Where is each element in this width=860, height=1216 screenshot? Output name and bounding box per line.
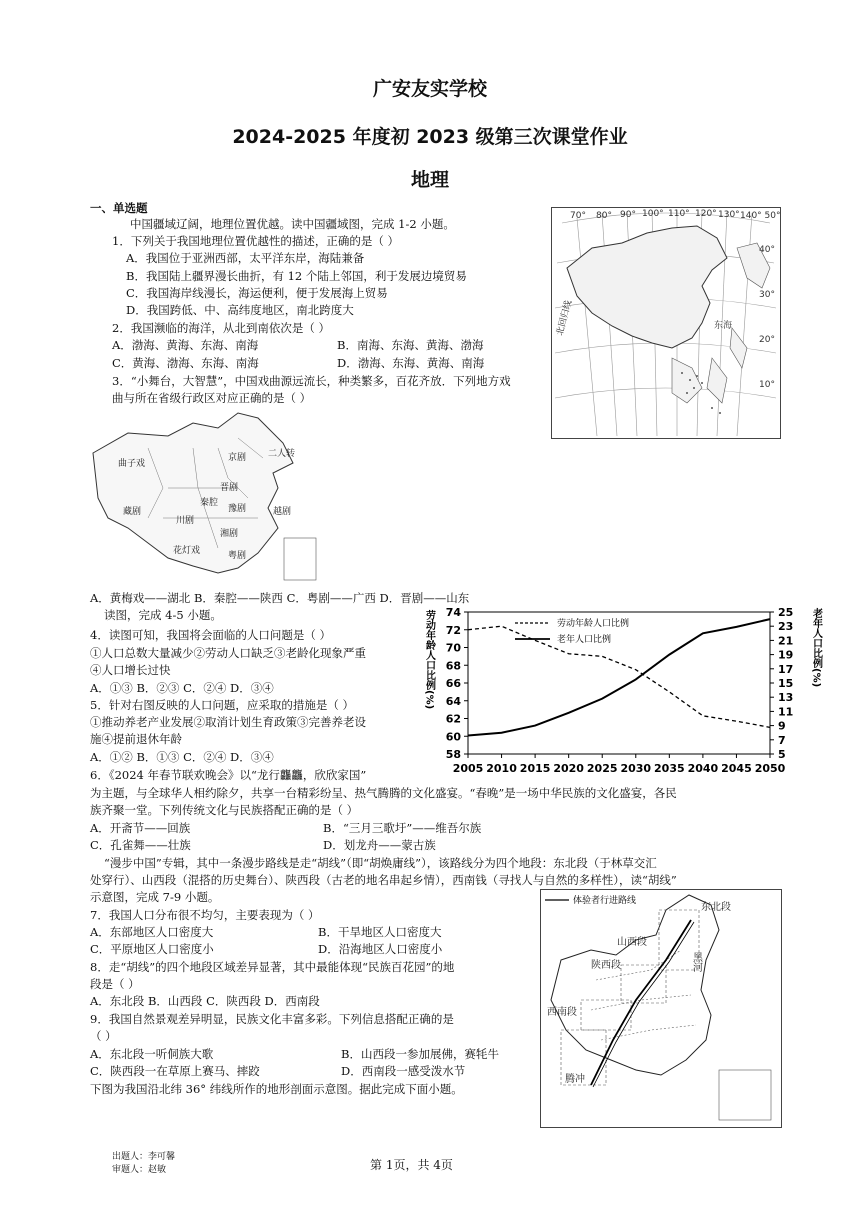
- tropic-label: 北回归线: [555, 299, 575, 337]
- y-right-tick-label: 7: [778, 733, 786, 747]
- y-left-tick-label: 58: [445, 748, 461, 761]
- x-tick-label: 2025: [586, 762, 618, 775]
- x-tick-label: 2010: [486, 762, 517, 775]
- q7-option-b: B．干旱地区人口密度大: [318, 925, 442, 939]
- y-right-tick-label: 9: [778, 719, 786, 733]
- lon-label: 70°: [570, 211, 586, 221]
- y-left-tick-label: 68: [445, 659, 461, 673]
- opera-label: 曲子戏: [118, 459, 146, 469]
- question-8-line2: 段是（ ）: [90, 977, 140, 991]
- q1-option-b: B．我国陆上疆界漫长曲折，有 12 个陆上邻国，利于发展边境贸易: [126, 269, 467, 283]
- opera-label: 湘剧: [220, 529, 239, 539]
- opera-label: 秦腔: [200, 498, 219, 508]
- page-number: 第 1页，共 4页: [370, 1158, 453, 1172]
- lon-label: 130°: [718, 210, 740, 220]
- q2-option-a: A．渤海、黄海、东海、南海: [112, 338, 259, 352]
- y-right-tick-label: 25: [778, 606, 794, 619]
- x-tick-label: 2015: [519, 762, 551, 775]
- author-credit: 出题人：李可馨: [112, 1152, 176, 1162]
- reviewer-credit: 审题人：赵敏: [112, 1165, 167, 1175]
- opera-label: 豫剧: [228, 504, 247, 514]
- opera-label: 二人转: [268, 449, 296, 459]
- y-right-tick-label: 23: [778, 620, 794, 634]
- q5-statements-1: ①推动养老产业发展②取消计划生育政策③完善养老设: [90, 715, 366, 729]
- opera-label: 川剧: [176, 516, 195, 526]
- q5-options: A．①② B．①③ C．②④ D．③④: [90, 750, 274, 764]
- opera-label: 粤剧: [228, 551, 247, 561]
- elderly-line: [468, 619, 770, 735]
- question-4: 4．读图可知，我国将会面临的人口问题是（ ）: [90, 628, 331, 642]
- y-right-tick-label: 5: [778, 748, 786, 761]
- intro-7-9-line1: “漫步中国”专辑，其中一条漫步路线是走“胡线”（即“胡焕庸线”），该路线分为四个地段：东北段（于林草交汇: [104, 856, 657, 870]
- q9-option-c: C．陕西段一在草原上赛马、摔跤: [90, 1064, 260, 1078]
- legend-elderly: 老年人口比例: [557, 635, 612, 645]
- q2-option-d: D．渤海、东海、黄海、南海: [337, 356, 485, 370]
- y-left-tick-label: 64: [445, 694, 461, 708]
- working-age-line: [468, 626, 770, 727]
- lon-label: 120°: [695, 209, 717, 219]
- x-tick-label: 2030: [620, 762, 652, 775]
- q6-option-b: B．“三月三歌圩”——维吾尔族: [323, 821, 482, 835]
- question-6-line2: 为主题，与全球华人相约除夕，共享一台精彩纷呈、热气腾腾的文化盛宴。“春晚”是一场中华民族的文化盛宴，各民: [90, 786, 677, 800]
- q1-option-a: A．我国位于亚洲西部，太平洋东岸，海陆兼备: [126, 251, 365, 265]
- q9-option-a: A．东北段一听侗族大歌: [90, 1047, 214, 1061]
- y-left-label: 劳动年龄人口比例(%): [423, 610, 435, 710]
- lon-label: 100°: [642, 209, 664, 219]
- q6-option-d: D．划龙舟——蒙古族: [323, 838, 436, 852]
- y-right-tick-label: 19: [778, 648, 794, 662]
- q2-option-c: C．黄海、渤海、东海、南海: [112, 356, 259, 370]
- section-title: 一、单选题: [90, 201, 148, 215]
- opera-label: 越剧: [273, 507, 292, 517]
- y-right-tick-label: 11: [778, 705, 794, 719]
- y-right-tick-label: 13: [778, 691, 794, 705]
- q8-options: A．东北段 B．山西段 C．陕西段 D．西南段: [90, 994, 320, 1008]
- q1-option-d: D．我国跨低、中、高纬度地区，南北跨度大: [126, 303, 354, 317]
- intro-next: 下图为我国沿北纬 36° 纬线所作的地形剖面示意图。据此完成下面小题。: [90, 1082, 463, 1096]
- question-9-line2: （ ）: [90, 1029, 117, 1043]
- hu-line-map: [540, 889, 782, 1128]
- y-left-tick-label: 66: [445, 677, 461, 690]
- q9-option-b: B．山西段一参加展佛，赛牦牛: [341, 1047, 499, 1061]
- legend-route-label: 体验者行进路线: [573, 896, 637, 906]
- y-left-tick-label: 70: [445, 641, 461, 655]
- question-2: 2．我国濒临的海洋，从北到南依次是（ ）: [112, 321, 330, 335]
- q7-option-a: A．东部地区人口密度大: [90, 925, 214, 939]
- opera-label: 晋剧: [220, 483, 239, 493]
- label-heihe: 黑河: [690, 952, 702, 972]
- question-5: 5．针对右图反映的人口问题，应采取的措施是（ ）: [90, 698, 354, 712]
- subject-title: 地理: [410, 169, 449, 191]
- x-tick-label: 2050: [754, 762, 786, 775]
- segment-shanxi: 山西段: [617, 937, 647, 948]
- lat-label: 20°: [759, 335, 775, 345]
- opera-label: 京剧: [228, 453, 247, 463]
- x-tick-label: 2005: [452, 762, 484, 775]
- segment-southwest: 西南段: [547, 1007, 577, 1018]
- lon-label: 110°: [668, 209, 690, 219]
- lon-label: 90°: [620, 210, 636, 220]
- intro-7-9-line2: 处穿行）、山西段（混搭的历史舞台）、陕西段（古老的地名串起乡情），西南钱（寻找人与自然的多样性），读“胡线”: [90, 873, 677, 887]
- q2-option-b: B．南海、东海、黄海、渤海: [337, 338, 484, 352]
- question-3-line2: 曲与所在省级行政区对应正确的是（ ）: [112, 391, 312, 405]
- population-chart: [420, 604, 835, 780]
- x-tick-label: 2020: [553, 762, 584, 775]
- question-7: 7．我国人口分布很不均匀，主要表现为（ ）: [90, 908, 320, 922]
- x-tick-label: 2035: [654, 762, 685, 775]
- y-left-tick-label: 74: [445, 606, 461, 619]
- lon-label: 140° 50°: [740, 211, 780, 221]
- intro-1-2: 中国疆域辽阔，地理位置优越。读中国疆域图，完成 1-2 小题。: [130, 217, 455, 231]
- legend-working-age: 劳动年龄人口比例: [557, 619, 630, 629]
- segment-shaanxi: 陕西段: [591, 960, 621, 971]
- y-right-tick-label: 17: [778, 662, 794, 676]
- q4-statements-1: ①人口总数大量减少②劳动人口缺乏③老龄化现象严重: [90, 646, 366, 660]
- intro-4-5: 读图，完成 4-5 小题。: [104, 608, 222, 622]
- label-tengchong: 腾冲: [565, 1074, 585, 1085]
- question-3-line1: 3．“小舞台，大智慧”，中国戏曲源远流长，种类繁多，百花齐放．下列地方戏: [112, 374, 511, 388]
- x-tick-label: 2040: [687, 762, 719, 775]
- lon-label: 80°: [596, 211, 612, 221]
- question-8-line1: 8．走“胡线”的四个地段区域差异显著，其中最能体现“民族百花园”的地: [90, 960, 455, 974]
- question-6-line3: 族齐聚一堂。下列传统文化与民族搭配正确的是（ ）: [90, 803, 359, 817]
- q6-option-c: C．孔雀舞——壮族: [90, 838, 191, 852]
- q9-option-d: D．西南段一感受泼水节: [341, 1064, 466, 1078]
- q7-option-d: D．沿海地区人口密度小: [318, 942, 443, 956]
- lat-label: 30°: [759, 290, 775, 300]
- y-right-label: 老年人口比例(%): [810, 608, 822, 688]
- q3-options: A．黄梅戏——湖北 B．秦腔——陕西 C．粤剧——广西 D．晋剧——山东: [90, 591, 470, 605]
- question-6-line1: 6．《2024 年春节联欢晚会》以“龙行龘龘，欣欣家国”: [90, 768, 367, 782]
- y-right-tick-label: 21: [778, 634, 794, 648]
- q6-option-a: A．开斋节——回族: [90, 821, 191, 835]
- question-1: 1．下列关于我国地理位置优越性的描述，正确的是（ ）: [112, 234, 399, 248]
- opera-province-map: [88, 408, 323, 588]
- lat-label: 40°: [759, 245, 775, 255]
- y-left-tick-label: 62: [445, 712, 461, 726]
- china-territory-map: [551, 207, 781, 439]
- y-left-tick-label: 72: [445, 623, 461, 637]
- q4-statements-2: ④人口增长过快: [90, 663, 171, 677]
- lat-label: 10°: [759, 380, 775, 390]
- segment-northeast: 东北段: [701, 902, 731, 913]
- q7-option-c: C．平原地区人口密度小: [90, 942, 214, 956]
- y-left-tick-label: 60: [445, 730, 461, 744]
- assignment-title: 2024-2025 年度初 2023 级第三次课堂作业: [232, 126, 628, 148]
- school-title: 广安友实学校: [372, 78, 487, 100]
- intro-7-9-line3: 示意图，完成 7-9 小题。: [90, 890, 220, 904]
- plot-frame: [468, 612, 770, 754]
- q4-options: A．①③ B．②③ C．②④ D．③④: [90, 681, 274, 695]
- opera-label: 花灯戏: [173, 546, 201, 556]
- sea-label: 东海: [714, 321, 733, 331]
- y-right-tick-label: 15: [778, 677, 794, 690]
- q5-statements-2: 施④提前退休年龄: [90, 732, 182, 746]
- question-9-line1: 9．我国自然景观差异明显，民族文化丰富多彩。下列信息搭配正确的是: [90, 1012, 454, 1026]
- q1-option-c: C．我国海岸线漫长，海运便利，便于发展海上贸易: [126, 286, 388, 300]
- opera-label: 藏剧: [123, 507, 142, 517]
- x-tick-label: 2045: [721, 762, 752, 775]
